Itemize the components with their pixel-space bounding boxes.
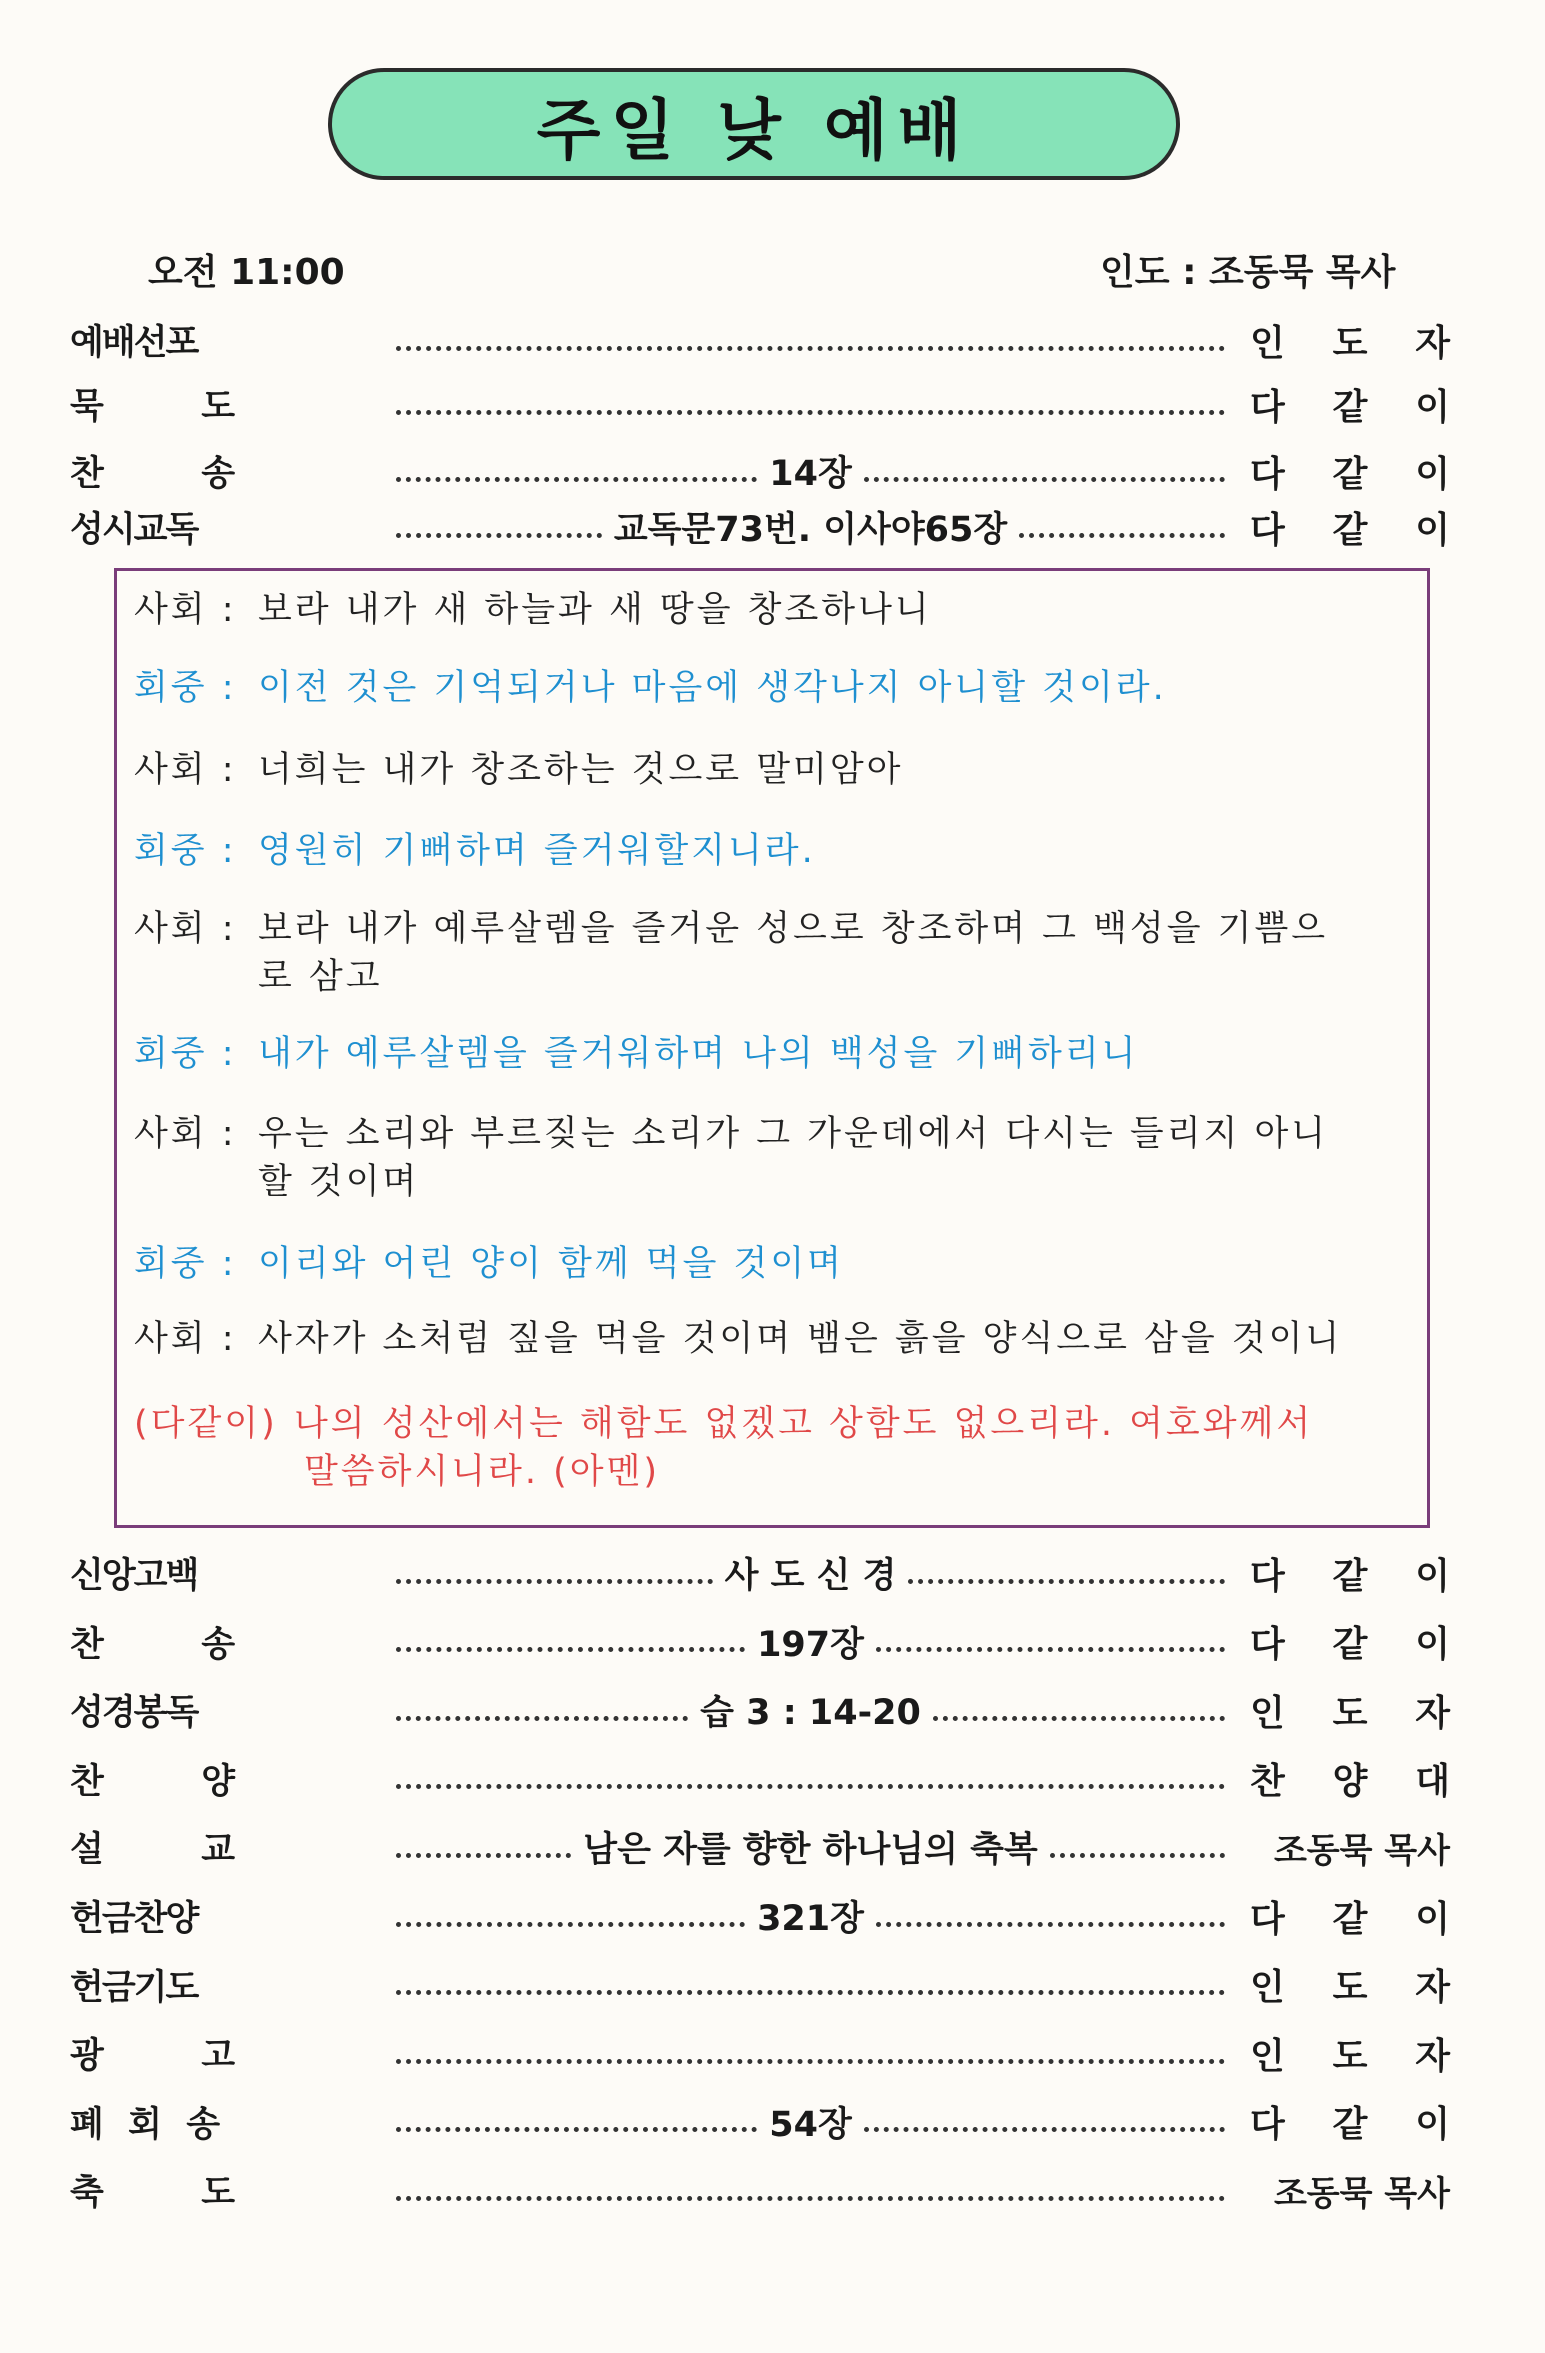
order-item-name-char: 금 xyxy=(101,1899,134,1939)
participant-char: 같 xyxy=(1332,1898,1368,1940)
dot-leader xyxy=(908,1579,1225,1584)
litany-speaker: 사회 : xyxy=(134,750,237,790)
order-item-content: 197장 xyxy=(757,1624,864,1665)
litany-line-all xyxy=(134,1400,1400,1496)
dot-leader xyxy=(1019,533,1225,538)
dot-leader xyxy=(396,1579,713,1584)
order-item-detail xyxy=(388,1817,1233,1877)
dot-leader xyxy=(396,1784,1225,1789)
participant-char: 다 xyxy=(1250,1624,1285,1666)
order-item-name-char: 교 xyxy=(133,510,166,550)
order-item-name xyxy=(70,2165,235,2215)
order-item-name-char: 회 xyxy=(128,2104,162,2145)
litany-line-leader xyxy=(134,586,1400,634)
litany-speaker: 사회 : xyxy=(134,909,237,949)
dot-leader xyxy=(396,1853,571,1858)
order-item-participant: 조동묵 목사 xyxy=(1273,1830,1450,1871)
dot-leader xyxy=(396,1716,688,1721)
order-item-detail xyxy=(388,1749,1233,1809)
order-item-name-char: 성 xyxy=(70,510,102,550)
order-item-name-char: 폐 xyxy=(70,2104,104,2145)
order-item-detail xyxy=(388,2160,1233,2220)
order-item-participant xyxy=(1250,1891,1450,1942)
order-item-content: 54장 xyxy=(769,2104,852,2145)
litany-speaker: 사회 : xyxy=(134,1114,237,1154)
order-item-participant xyxy=(1250,446,1450,497)
order-item-name xyxy=(70,1822,235,1872)
litany-speaker: 사회 : xyxy=(134,1319,237,1359)
order-item-name-char: 묵 xyxy=(70,387,104,427)
order-item-participant xyxy=(1250,1753,1450,1804)
order-item-participant xyxy=(1250,1959,1450,2010)
dot-leader xyxy=(396,2196,1225,2201)
order-item-name-char: 기 xyxy=(133,1967,166,2008)
participant-char: 이 xyxy=(1415,2104,1450,2146)
participant-char: 다 xyxy=(1250,509,1285,551)
litany-line-leader xyxy=(134,746,1400,794)
worship-order-row xyxy=(70,1680,1450,1740)
dot-leader xyxy=(396,1647,745,1652)
order-item-name xyxy=(70,446,235,496)
participant-char: 다 xyxy=(1250,1898,1285,1940)
dot-leader xyxy=(933,1716,1225,1721)
order-item-name-char: 선 xyxy=(133,323,166,363)
litany-text: 우는 소리와 부르짖는 소리가 그 가운데에서 다시는 들리지 아니 xyxy=(258,1114,1329,1154)
order-item-detail xyxy=(388,497,1233,557)
participant-char: 찬 xyxy=(1250,1761,1285,1803)
participant-char: 인 xyxy=(1250,1692,1285,1734)
participant-char: 도 xyxy=(1332,1967,1368,2009)
order-item-name-char: 고 xyxy=(133,1556,166,1596)
participant-char: 자 xyxy=(1415,2035,1450,2077)
order-item-name xyxy=(70,1960,235,2010)
litany-speaker: 회중 : xyxy=(134,1034,237,1074)
order-item-name-char: 찬 xyxy=(70,454,104,494)
worship-order-row xyxy=(70,2092,1450,2152)
order-item-name-char: 고 xyxy=(201,2036,235,2077)
worship-order-row xyxy=(70,374,1450,434)
order-item-content: 습 3 : 14-20 xyxy=(700,1693,921,1734)
litany-text: 보라 내가 예루살렘을 즐거운 성으로 창조하며 그 백성을 기쁨으 xyxy=(258,909,1329,949)
order-item-name-char: 찬 xyxy=(70,1624,104,1665)
litany-text: 나의 성산에서는 해함도 없겠고 상함도 없으리라. 여호와께서 xyxy=(294,1404,1314,1444)
order-item-name-char: 백 xyxy=(165,1556,198,1596)
order-item-participant xyxy=(1250,502,1450,553)
order-item-name-char: 포 xyxy=(165,323,198,363)
order-item-name xyxy=(70,1754,235,1804)
order-item-participant xyxy=(1250,2096,1450,2147)
worship-order-row xyxy=(70,2160,1450,2220)
order-item-participant xyxy=(1250,2028,1450,2079)
order-item-name-char: 신 xyxy=(70,1556,102,1596)
order-item-name-char: 찬 xyxy=(70,1761,104,1802)
participant-char: 이 xyxy=(1415,453,1450,495)
participant-char: 이 xyxy=(1415,386,1450,428)
litany-line-people xyxy=(134,1240,1400,1288)
participant-char: 다 xyxy=(1250,453,1285,495)
participant-char: 이 xyxy=(1415,1555,1450,1597)
order-item-participant xyxy=(1250,379,1450,430)
participant-char: 도 xyxy=(1332,322,1368,364)
order-item-name-char: 성 xyxy=(70,1693,102,1734)
order-item-name-char: 헌 xyxy=(70,1967,102,2008)
participant-char: 인 xyxy=(1250,2035,1285,2077)
order-item-detail xyxy=(388,1680,1233,1740)
litany-text-continued: 로 삼고 xyxy=(258,957,383,997)
order-item-name-char: 찬 xyxy=(133,1899,166,1939)
litany-speaker: 회중 : xyxy=(134,668,237,708)
order-item-name xyxy=(70,1617,235,1667)
order-item-name-char: 설 xyxy=(70,1830,104,1871)
order-item-name xyxy=(70,2097,220,2147)
order-item-participant xyxy=(1250,315,1450,366)
order-item-name-char: 앙 xyxy=(101,1556,134,1596)
order-item-name-char: 양 xyxy=(165,1899,198,1939)
participant-char: 인 xyxy=(1250,322,1285,364)
dot-leader xyxy=(396,1922,745,1927)
litany-speaker: 사회 : xyxy=(134,590,237,630)
order-item-name-char: 송 xyxy=(186,2104,220,2145)
participant-char: 다 xyxy=(1250,1555,1285,1597)
participant-char: 다 xyxy=(1250,2104,1285,2146)
worship-order-row xyxy=(70,1817,1450,1877)
participant-char: 자 xyxy=(1415,322,1450,364)
order-item-name xyxy=(70,502,235,552)
participant-char: 자 xyxy=(1415,1692,1450,1734)
litany-line-people xyxy=(134,664,1400,712)
order-item-name-char: 송 xyxy=(201,454,235,494)
participant-char: 같 xyxy=(1332,1555,1368,1597)
dot-leader xyxy=(396,2059,1225,2064)
order-item-name xyxy=(70,379,235,429)
order-item-name xyxy=(70,1685,235,1735)
participant-char: 도 xyxy=(1332,2035,1368,2077)
order-item-name-char: 경 xyxy=(101,1693,134,1734)
order-item-detail xyxy=(388,2023,1233,2083)
order-item-detail xyxy=(388,374,1233,434)
dot-leader xyxy=(396,477,757,482)
dot-leader xyxy=(864,477,1225,482)
dot-leader xyxy=(396,346,1225,351)
order-item-name-char: 헌 xyxy=(70,1899,102,1939)
participant-char: 같 xyxy=(1332,509,1368,551)
participant-char: 양 xyxy=(1332,1761,1368,1803)
participant-char: 이 xyxy=(1415,1624,1450,1666)
litany-line-leader xyxy=(134,1110,1400,1206)
litany-text: 보라 내가 새 하늘과 새 땅을 창조하나니 xyxy=(258,590,932,630)
order-item-detail xyxy=(388,1955,1233,2015)
order-item-name-char: 송 xyxy=(201,1624,235,1665)
worship-order-row xyxy=(70,2023,1450,2083)
order-item-content: 교독문73번. 이사야65장 xyxy=(613,510,1008,550)
order-item-content: 14장 xyxy=(769,454,852,494)
worship-order-row xyxy=(70,1612,1450,1672)
order-item-name-char: 양 xyxy=(201,1761,235,1802)
order-item-name-char: 예 xyxy=(70,323,102,363)
dot-leader xyxy=(1050,1853,1225,1858)
order-item-participant xyxy=(1250,1548,1450,1599)
participant-char: 이 xyxy=(1415,509,1450,551)
participant-char: 다 xyxy=(1250,386,1285,428)
participant-char: 대 xyxy=(1415,1761,1450,1803)
order-item-name-char: 도 xyxy=(201,2173,235,2214)
order-item-name-char: 독 xyxy=(165,1693,198,1734)
litany-speaker: 회중 : xyxy=(134,831,237,871)
worship-order-row xyxy=(70,1749,1450,1809)
litany-text-continued: 할 것이며 xyxy=(258,1162,420,1202)
order-item-content: 남은 자를 향한 하나님의 축복 xyxy=(583,1830,1038,1871)
participant-char: 자 xyxy=(1415,1967,1450,2009)
order-item-name-char: 시 xyxy=(101,510,134,550)
litany-speaker: 회중 : xyxy=(134,1244,237,1284)
service-title-banner xyxy=(328,68,1180,180)
order-item-participant: 조동묵 목사 xyxy=(1273,2173,1450,2214)
order-item-name xyxy=(70,315,235,365)
litany-line-people xyxy=(134,1030,1400,1078)
order-item-name-char: 독 xyxy=(165,510,198,550)
worship-order-row xyxy=(70,310,1450,370)
order-item-name xyxy=(70,1548,235,1598)
dot-leader xyxy=(396,1990,1225,1995)
order-item-detail xyxy=(388,441,1233,501)
participant-char: 도 xyxy=(1332,1692,1368,1734)
participant-char: 같 xyxy=(1332,386,1368,428)
order-item-participant xyxy=(1250,1685,1450,1736)
worship-order-row xyxy=(70,1955,1450,2015)
participant-char: 같 xyxy=(1332,1624,1368,1666)
order-item-name-char: 금 xyxy=(101,1967,134,2008)
participant-char: 같 xyxy=(1332,453,1368,495)
order-item-participant xyxy=(1250,1616,1450,1667)
dot-leader xyxy=(396,533,602,538)
order-item-name xyxy=(70,2028,235,2078)
participant-char: 인 xyxy=(1250,1967,1285,2009)
litany-line-leader xyxy=(134,905,1400,1001)
litany-text: 이리와 어린 양이 함께 먹을 것이며 xyxy=(258,1244,844,1284)
litany-text: 영원히 기뻐하며 즐거워할지니라. xyxy=(258,831,816,871)
order-item-detail xyxy=(388,310,1233,370)
order-item-detail xyxy=(388,2092,1233,2152)
service-time: 오전 11:00 xyxy=(148,252,345,293)
order-item-name-char: 교 xyxy=(201,1830,235,1871)
order-item-content: 321장 xyxy=(757,1899,864,1939)
order-item-detail xyxy=(388,1886,1233,1946)
dot-leader xyxy=(876,1922,1225,1927)
participant-char: 이 xyxy=(1415,1898,1450,1940)
litany-text: 내가 예루살렘을 즐거워하며 나의 백성을 기뻐하리니 xyxy=(258,1034,1139,1074)
order-item-name-char: 도 xyxy=(201,387,235,427)
order-item-name-char: 축 xyxy=(70,2173,104,2214)
order-item-name xyxy=(70,1891,235,1941)
dot-leader xyxy=(864,2127,1225,2132)
litany-text: 사자가 소처럼 짚을 먹을 것이며 뱀은 흙을 양식으로 삼을 것이니 xyxy=(258,1319,1343,1359)
order-item-name-char: 도 xyxy=(165,1967,198,2008)
service-leader: 인도 : 조동묵 목사 xyxy=(1100,252,1396,293)
litany-line-people xyxy=(134,827,1400,875)
litany-text: 이전 것은 기억되거나 마음에 생각나지 아니할 것이라. xyxy=(258,668,1167,708)
worship-order-row xyxy=(70,1886,1450,1946)
service-title: 주일 낮 예배 xyxy=(536,91,972,169)
participant-char: 같 xyxy=(1332,2104,1368,2146)
worship-order-row xyxy=(70,497,1450,557)
order-item-content: 사 도 신 경 xyxy=(724,1556,897,1596)
litany-speaker: (다같이) xyxy=(134,1404,278,1444)
worship-order-row xyxy=(70,441,1450,501)
worship-order-row xyxy=(70,1543,1450,1603)
dot-leader xyxy=(396,410,1225,415)
dot-leader xyxy=(876,1647,1225,1652)
litany-line-leader xyxy=(134,1315,1400,1363)
order-item-name-char: 광 xyxy=(70,2036,104,2077)
litany-text: 너희는 내가 창조하는 것으로 말미암아 xyxy=(258,750,904,790)
order-item-detail xyxy=(388,1543,1233,1603)
order-item-detail xyxy=(388,1612,1233,1672)
litany-text-continued: 말씀하시니라. (아멘) xyxy=(304,1452,661,1492)
dot-leader xyxy=(396,2127,757,2132)
order-item-name-char: 배 xyxy=(101,323,134,363)
order-item-name-char: 봉 xyxy=(133,1693,166,1734)
